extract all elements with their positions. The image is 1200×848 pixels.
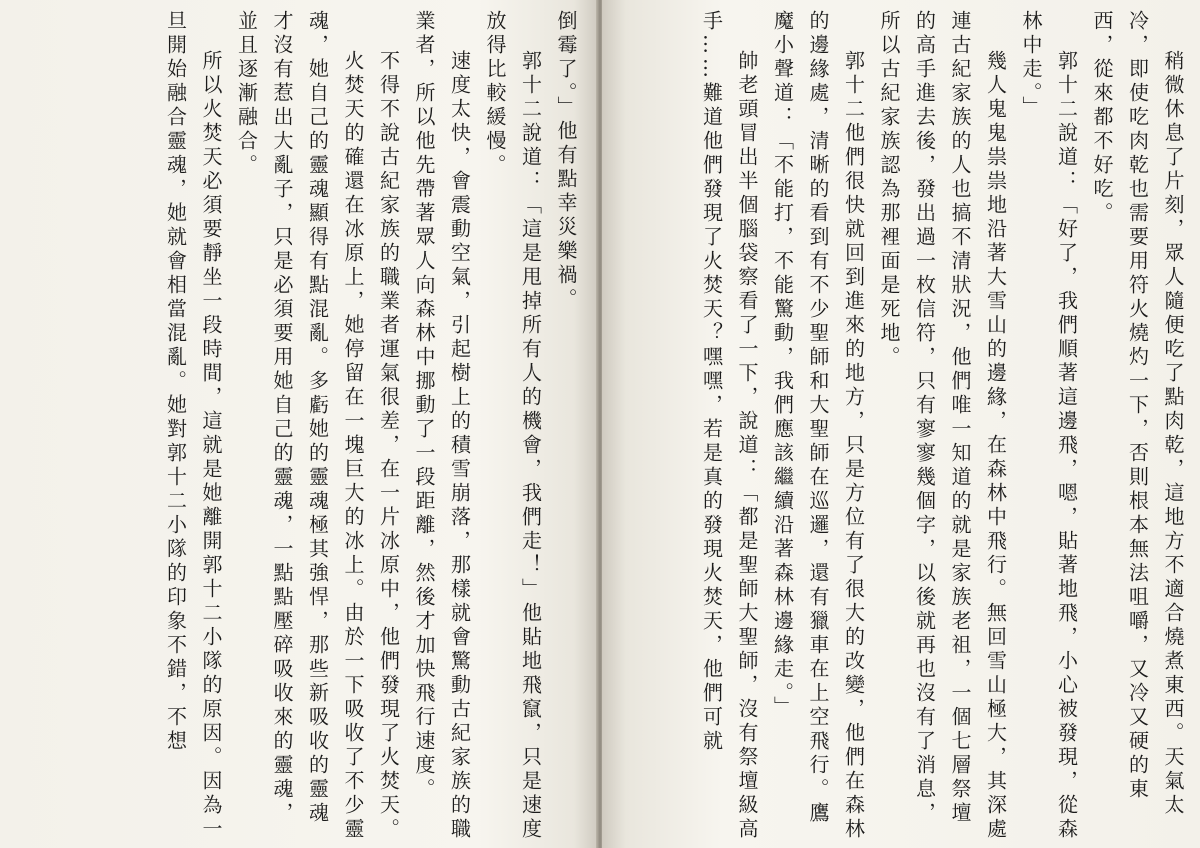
right-page-text [618, 10, 1190, 845]
paragraph: 郭十二說道：「這是甩掉所有人的機會，我們走！」他貼地飛竄，只是速度放得比較緩慢。 [483, 10, 543, 842]
paragraph: 稍微休息了片刻，眾人隨便吃了點肉乾，這地方不適合燒煮東西。天氣太冷，即使吃肉乾也需要用符火燒灼一下，否則根本無法咀嚼，又冷又硬的東西，從來都不好吃。 [1090, 10, 1185, 818]
paragraph: 速度太快，會震動空氣，引起樹上的積雪崩落，那樣就會驚動古紀家族的職業者，所以他先帶著眾人向森林中挪動了一段距離，然後才加快飛行速度。 [412, 10, 472, 842]
paragraph: 所以火焚天必須要靜坐一段時間，這就是她離開郭十二小隊的原因。因為一旦開始融合靈魂，她就會相當混亂。她對郭十二小隊的印象不錯，不想 [163, 10, 223, 842]
right-page [602, 0, 1200, 848]
paragraph: 郭十二說道：「好了，我們順著這邊飛，嗯，貼著地飛，小心被發現，從森林中走。」 [1019, 10, 1079, 842]
left-page [0, 0, 598, 848]
paragraph: 幾人鬼鬼祟祟地沿著大雪山的邊緣，在森林中飛行。無回雪山極大，其深處連古紀家族的人也搞不清狀況，他們唯一知道的就是家族老祖，一個七層祭壇的高手進去後，發出過一枚信符，只有寥寥幾個字，以後就再也沒有了消息，所以古紀家族認為那裡面是死地。 [877, 10, 1008, 842]
paragraph: 不得不說古紀家族的職業者運氣很差，在一片冰原中，他們發現了火焚天。 [376, 50, 401, 842]
paragraph: 火焚天的確還在冰原上，她停留在一塊巨大的冰上。由於一下吸收了不少靈魂，她自己的靈魂顯得有點混亂。多虧她的靈魂極其強悍，那些新吸收的靈魂才沒有惹出大亂子，只是必須要用她自己的靈魂，一點點壓碎吸收來的靈魂，並且逐漸融合。 [234, 10, 365, 842]
paragraph: 帥老頭冒出半個腦袋察看了一下，說道：「都是聖師大聖師，沒有祭壇級高手……難道他們發現了火焚天？嘿嘿，若是真的發現火焚天，他們可就 [699, 10, 759, 842]
paragraph: 倒霉了。」他有點幸災樂禍。 [554, 10, 578, 312]
paragraph: 郭十二他們很快就回到進來的地方，只是方位有了很大的改變，他們在森林的邊緣處，清晰的看到有不少聖師和大聖師在巡邏，還有獵車在上空飛行。鷹魔小聲道：「不能打，不能驚動，我們應該繼續沿著森林邊緣走。」 [770, 10, 866, 842]
left-page-text [8, 10, 583, 845]
